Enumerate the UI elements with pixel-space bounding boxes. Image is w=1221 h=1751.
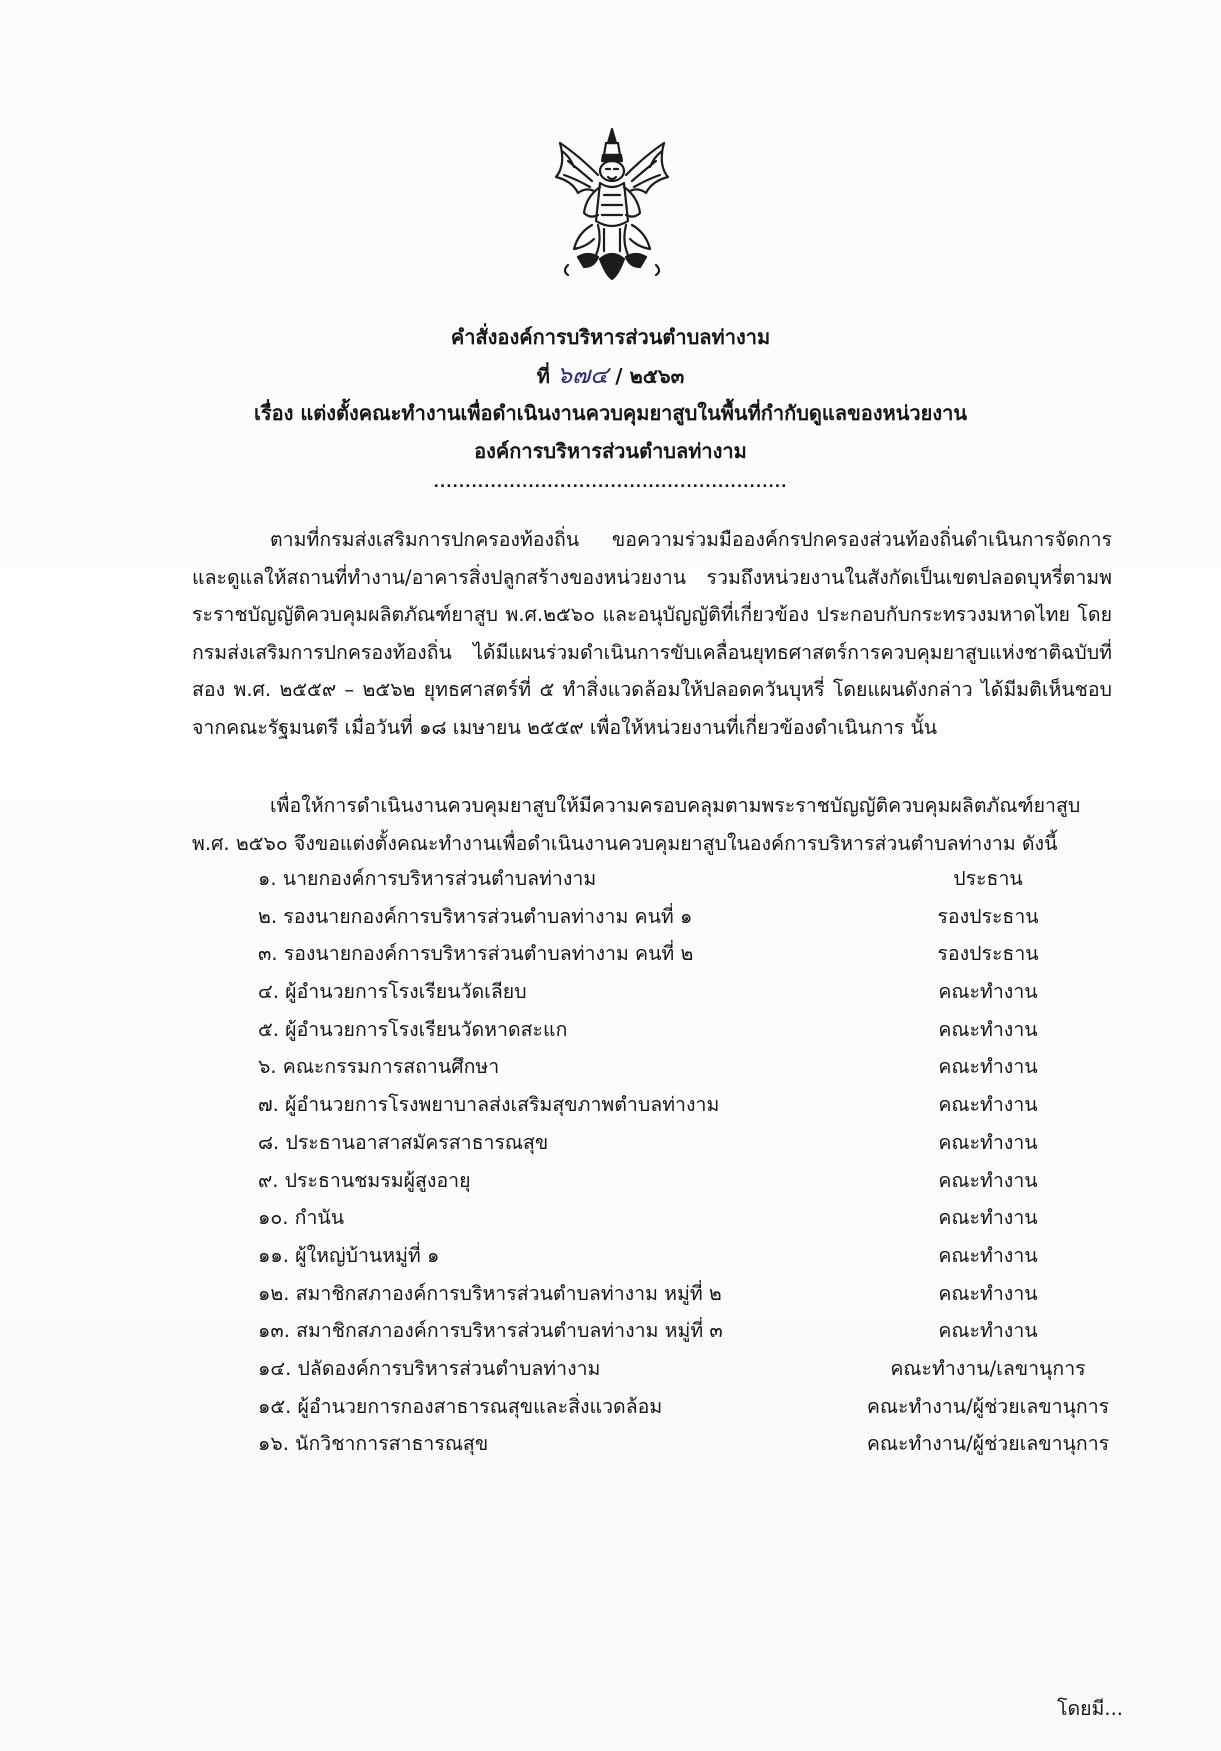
member-row [258, 860, 1118, 898]
body-paragraph-1: ตามที่กรมส่งเสริมการปกครองท้องถิ่น ขอความร่วมมือองค์กรปกครองส่วนท้องถิ่นดำเนินการจัดการและดูแลให้สถานที่ทำงาน/อาคารสิ่งปลูกสร้างของหน่วยงาน รวมถึงหน่วยงานในสังกัดเป็นเขตปลอดบุหรี่ตามพระราชบัญญัติควบคุมผลิตภัณฑ์ยาสูบ พ.ศ.๒๕๖๐ และอนุบัญญัติที่เกี่ยวข้อง ประกอบกับกระทรวงมหาดไทย โดยกรมส่งเสริมการปกครองท้องถิ่น ได้มีแผนร่วมดำเนินการขับเคลื่อนยุทธศาสตร์การควบคุมยาสูบแห่งชาติฉบับที่สอง พ.ศ. ๒๕๕๙ – ๒๕๖๒ ยุทธศาสตร์ที่ ๕ ทำสิ่งแวดล้อมให้ปลอดควันบุหรี่ โดยแผนดังกล่าว ได้มีมติเห็นชอบจากคณะรัฐมนตรี เมื่อวันที่ ๑๘ เมษายน ๒๕๕๙ เพื่อให้หน่วยงานที่เกี่ยวข้องดำเนินการ นั้น [192, 528, 1112, 739]
member-row [258, 1086, 1118, 1124]
member-role: คณะทำงาน [938, 1319, 1038, 1343]
member-name: ๑๔. ปลัดองค์การบริหารส่วนตำบลท่างาม [258, 1356, 601, 1380]
order-number [0, 360, 1221, 391]
member-row [258, 1275, 1118, 1313]
member-role: คณะทำงาน [938, 1017, 1038, 1041]
member-row [258, 1011, 1118, 1049]
member-name: ๑. นายกองค์การบริหารส่วนตำบลท่างาม [258, 867, 597, 890]
member-row [258, 1124, 1118, 1162]
garuda-emblem-icon [548, 125, 676, 283]
member-role: คณะทำงาน [938, 1093, 1038, 1117]
continuation-marker: โดยมี... [1056, 1697, 1123, 1720]
member-row [258, 1350, 1118, 1388]
member-role: คณะทำงาน [938, 1168, 1038, 1192]
order-subject-line2: องค์การบริหารส่วนตำบลท่างาม [474, 439, 747, 463]
member-role: ประธาน [953, 867, 1023, 890]
member-row [258, 1199, 1118, 1237]
member-name: ๖. คณะกรรมการสถานศึกษา [258, 1055, 500, 1079]
member-name: ๑๑. ผู้ใหญ่บ้านหมู่ที่ ๑ [258, 1243, 440, 1267]
member-row [258, 1388, 1118, 1426]
order-number-handwritten: ๖๗๔ [556, 361, 609, 389]
member-name: ๙. ประธานชมรมผู้สูงอายุ [258, 1168, 471, 1192]
member-role: คณะทำงาน/ผู้ช่วยเลขานุการ [866, 1394, 1110, 1418]
member-name: ๔. ผู้อำนวยการโรงเรียนวัดเลียบ [258, 980, 527, 1004]
order-number-prefix: ที่ [536, 364, 550, 388]
member-role: คณะทำงาน/เลขานุการ [890, 1356, 1086, 1380]
member-name: ๑๖. นักวิชาการสาธารณสุข [258, 1432, 489, 1456]
header-divider: ........................................................ [433, 475, 788, 491]
order-subject: เรื่อง แต่งตั้งคณะทำงานเพื่อดำเนินงานควบคุมยาสูบในพื้นที่กำกับดูแลของหน่วยงาน [254, 401, 967, 425]
member-row [258, 1425, 1118, 1463]
order-number-year: / ๒๕๖๓ [615, 364, 685, 388]
member-role: รองประธาน [937, 942, 1039, 966]
committee-member-list [258, 860, 1118, 1463]
order-title: คำสั่งองค์การบริหารส่วนตำบลท่างาม [450, 325, 771, 349]
member-role: คณะทำงาน/ผู้ช่วยเลขานุการ [866, 1432, 1110, 1456]
member-row [258, 973, 1118, 1011]
member-name: ๑๓. สมาชิกสภาองค์การบริหารส่วนตำบลท่างาม หมู่ที่ ๓ [258, 1319, 723, 1343]
member-role: รองประธาน [937, 904, 1039, 928]
member-role: คณะทำงาน [938, 980, 1038, 1004]
member-row [258, 898, 1118, 936]
member-row [258, 1048, 1118, 1086]
member-role: คณะทำงาน [938, 1055, 1038, 1079]
member-name: ๘. ประธานอาสาสมัครสาธารณสุข [258, 1130, 549, 1154]
member-role: คณะทำงาน [938, 1243, 1038, 1267]
body-paragraph-2: เพื่อให้การดำเนินงานควบคุมยาสูบให้มีความครอบคลุมตามพระราชบัญญัติควบคุมผลิตภัณฑ์ยาสูบ พ.ศ. ๒๕๖๐ จึงขอแต่งตั้งคณะทำงานเพื่อดำเนินงานควบคุมยาสูบในองค์การบริหารส่วนตำบลท่างาม ดังนี้ [192, 794, 1081, 855]
member-name: ๓. รองนายกองค์การบริหารส่วนตำบลท่างาม คนที่ ๒ [258, 942, 694, 966]
member-row [258, 1237, 1118, 1275]
member-role: คณะทำงาน [938, 1281, 1038, 1305]
member-row [258, 935, 1118, 973]
member-role: คณะทำงาน [938, 1206, 1038, 1230]
member-name: ๒. รองนายกองค์การบริหารส่วนตำบลท่างาม คนที่ ๑ [258, 904, 693, 928]
member-role: คณะทำงาน [938, 1130, 1038, 1154]
member-name: ๑๒. สมาชิกสภาองค์การบริหารส่วนตำบลท่างาม หมู่ที่ ๒ [258, 1281, 722, 1305]
member-name: ๑๕. ผู้อำนวยการกองสาธารณสุขและสิ่งแวดล้อม [258, 1394, 663, 1418]
member-row [258, 1162, 1118, 1200]
member-name: ๑๐. กำนัน [258, 1206, 345, 1230]
member-row [258, 1312, 1118, 1350]
member-name: ๗. ผู้อำนวยการโรงพยาบาลส่งเสริมสุขภาพตำบลท่างาม [258, 1093, 720, 1117]
member-name: ๕. ผู้อำนวยการโรงเรียนวัดหาดสะแก [258, 1017, 568, 1041]
